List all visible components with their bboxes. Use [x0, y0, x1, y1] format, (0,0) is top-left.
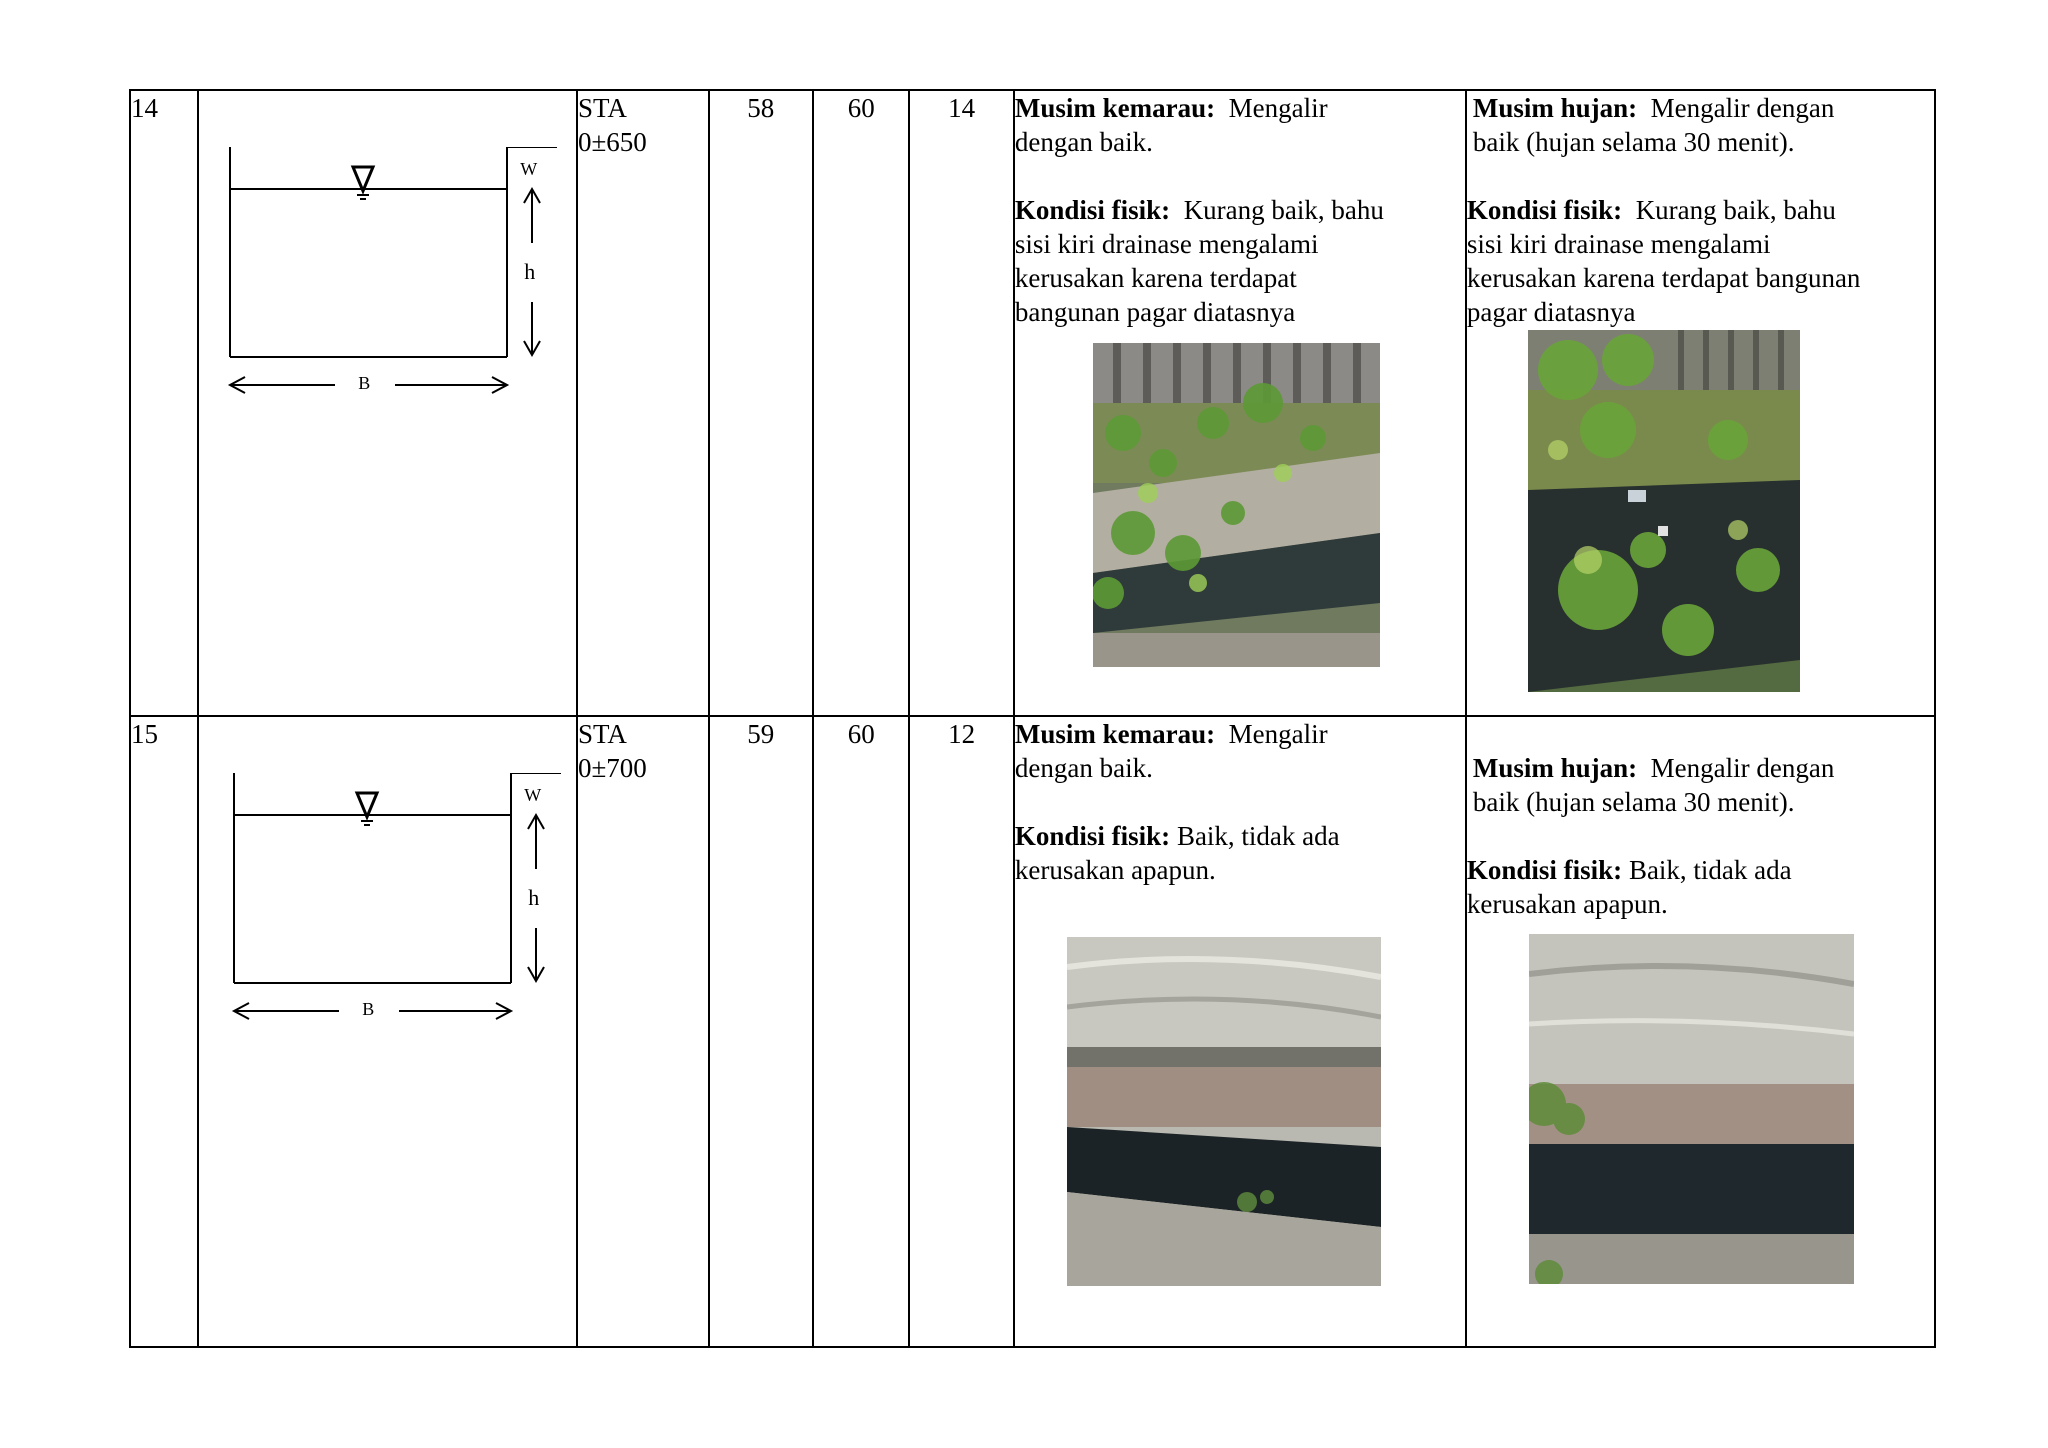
condition-text: Baik, tidak ada: [1628, 855, 1792, 885]
value-cell: 60: [813, 716, 909, 1347]
condition-text: kerusakan apapun.: [1014, 855, 1216, 885]
drainage-photo: [1529, 934, 1854, 1284]
season-label: Musim kemarau:: [1014, 93, 1216, 123]
season-text: Mengalir dengan: [1650, 753, 1835, 783]
drainage-survey-table: [129, 89, 1936, 1348]
condition-label: Kondisi fisik:: [1014, 821, 1171, 851]
condition-text: pagar diatasnya: [1466, 297, 1636, 327]
drainage-photo: [1093, 343, 1380, 667]
label-h: h: [528, 885, 540, 910]
label-w: W: [524, 785, 542, 805]
channel-cross-section-diagram: [225, 147, 585, 407]
drainage-photo: [1067, 937, 1381, 1286]
channel-cross-section-diagram: [229, 773, 589, 1033]
value-cell: 58: [709, 90, 813, 716]
condition-text: kerusakan apapun.: [1466, 889, 1668, 919]
dry-season-cell: [1014, 716, 1466, 1347]
value-cell: 14: [909, 90, 1013, 716]
cross-section-cell: [198, 90, 577, 716]
season-text: baik (hujan selama 30 menit).: [1472, 127, 1795, 157]
drainage-photo: [1528, 330, 1800, 692]
condition-text: Kurang baik, bahu: [1635, 195, 1836, 225]
condition-text: kerusakan karena terdapat: [1014, 263, 1297, 293]
row-number: 14: [130, 90, 198, 716]
season-text: baik (hujan selama 30 menit).: [1472, 787, 1795, 817]
value-cell: 59: [709, 716, 813, 1347]
season-label: Musim kemarau:: [1014, 719, 1216, 749]
season-text: Mengalir dengan: [1650, 93, 1835, 123]
season-text: dengan baik.: [1014, 753, 1153, 783]
label-b: B: [362, 999, 375, 1019]
condition-text: sisi kiri drainase mengalami: [1466, 229, 1771, 259]
label-w: W: [520, 159, 538, 179]
table-row: [130, 716, 1935, 1347]
cross-section-cell: [198, 716, 577, 1347]
station-label: STA: [577, 93, 627, 123]
season-text: Mengalir: [1228, 719, 1328, 749]
station-value: 0±650: [577, 127, 647, 157]
station-value: 0±700: [577, 753, 647, 783]
condition-text: Kurang baik, bahu: [1183, 195, 1384, 225]
season-text: dengan baik.: [1014, 127, 1153, 157]
condition-label: Kondisi fisik:: [1466, 855, 1623, 885]
condition-text: sisi kiri drainase mengalami: [1014, 229, 1319, 259]
station-cell: [577, 716, 709, 1347]
condition-text: Baik, tidak ada: [1176, 821, 1340, 851]
row-number: 15: [130, 716, 198, 1347]
season-text: Mengalir: [1228, 93, 1328, 123]
station-cell: [577, 90, 709, 716]
condition-text: kerusakan karena terdapat bangunan: [1466, 263, 1861, 293]
season-label: Musim hujan:: [1472, 93, 1638, 123]
condition-label: Kondisi fisik:: [1014, 195, 1171, 225]
condition-text: bangunan pagar diatasnya: [1014, 297, 1296, 327]
label-h: h: [524, 259, 536, 284]
station-label: STA: [577, 719, 627, 749]
rainy-season-cell: [1466, 90, 1935, 716]
rainy-season-cell: [1466, 716, 1935, 1347]
dry-season-cell: [1014, 90, 1466, 716]
value-cell: 60: [813, 90, 909, 716]
table-row: [130, 90, 1935, 716]
value-cell: 12: [909, 716, 1013, 1347]
season-label: Musim hujan:: [1472, 753, 1638, 783]
condition-label: Kondisi fisik:: [1466, 195, 1623, 225]
label-b: B: [358, 373, 371, 393]
